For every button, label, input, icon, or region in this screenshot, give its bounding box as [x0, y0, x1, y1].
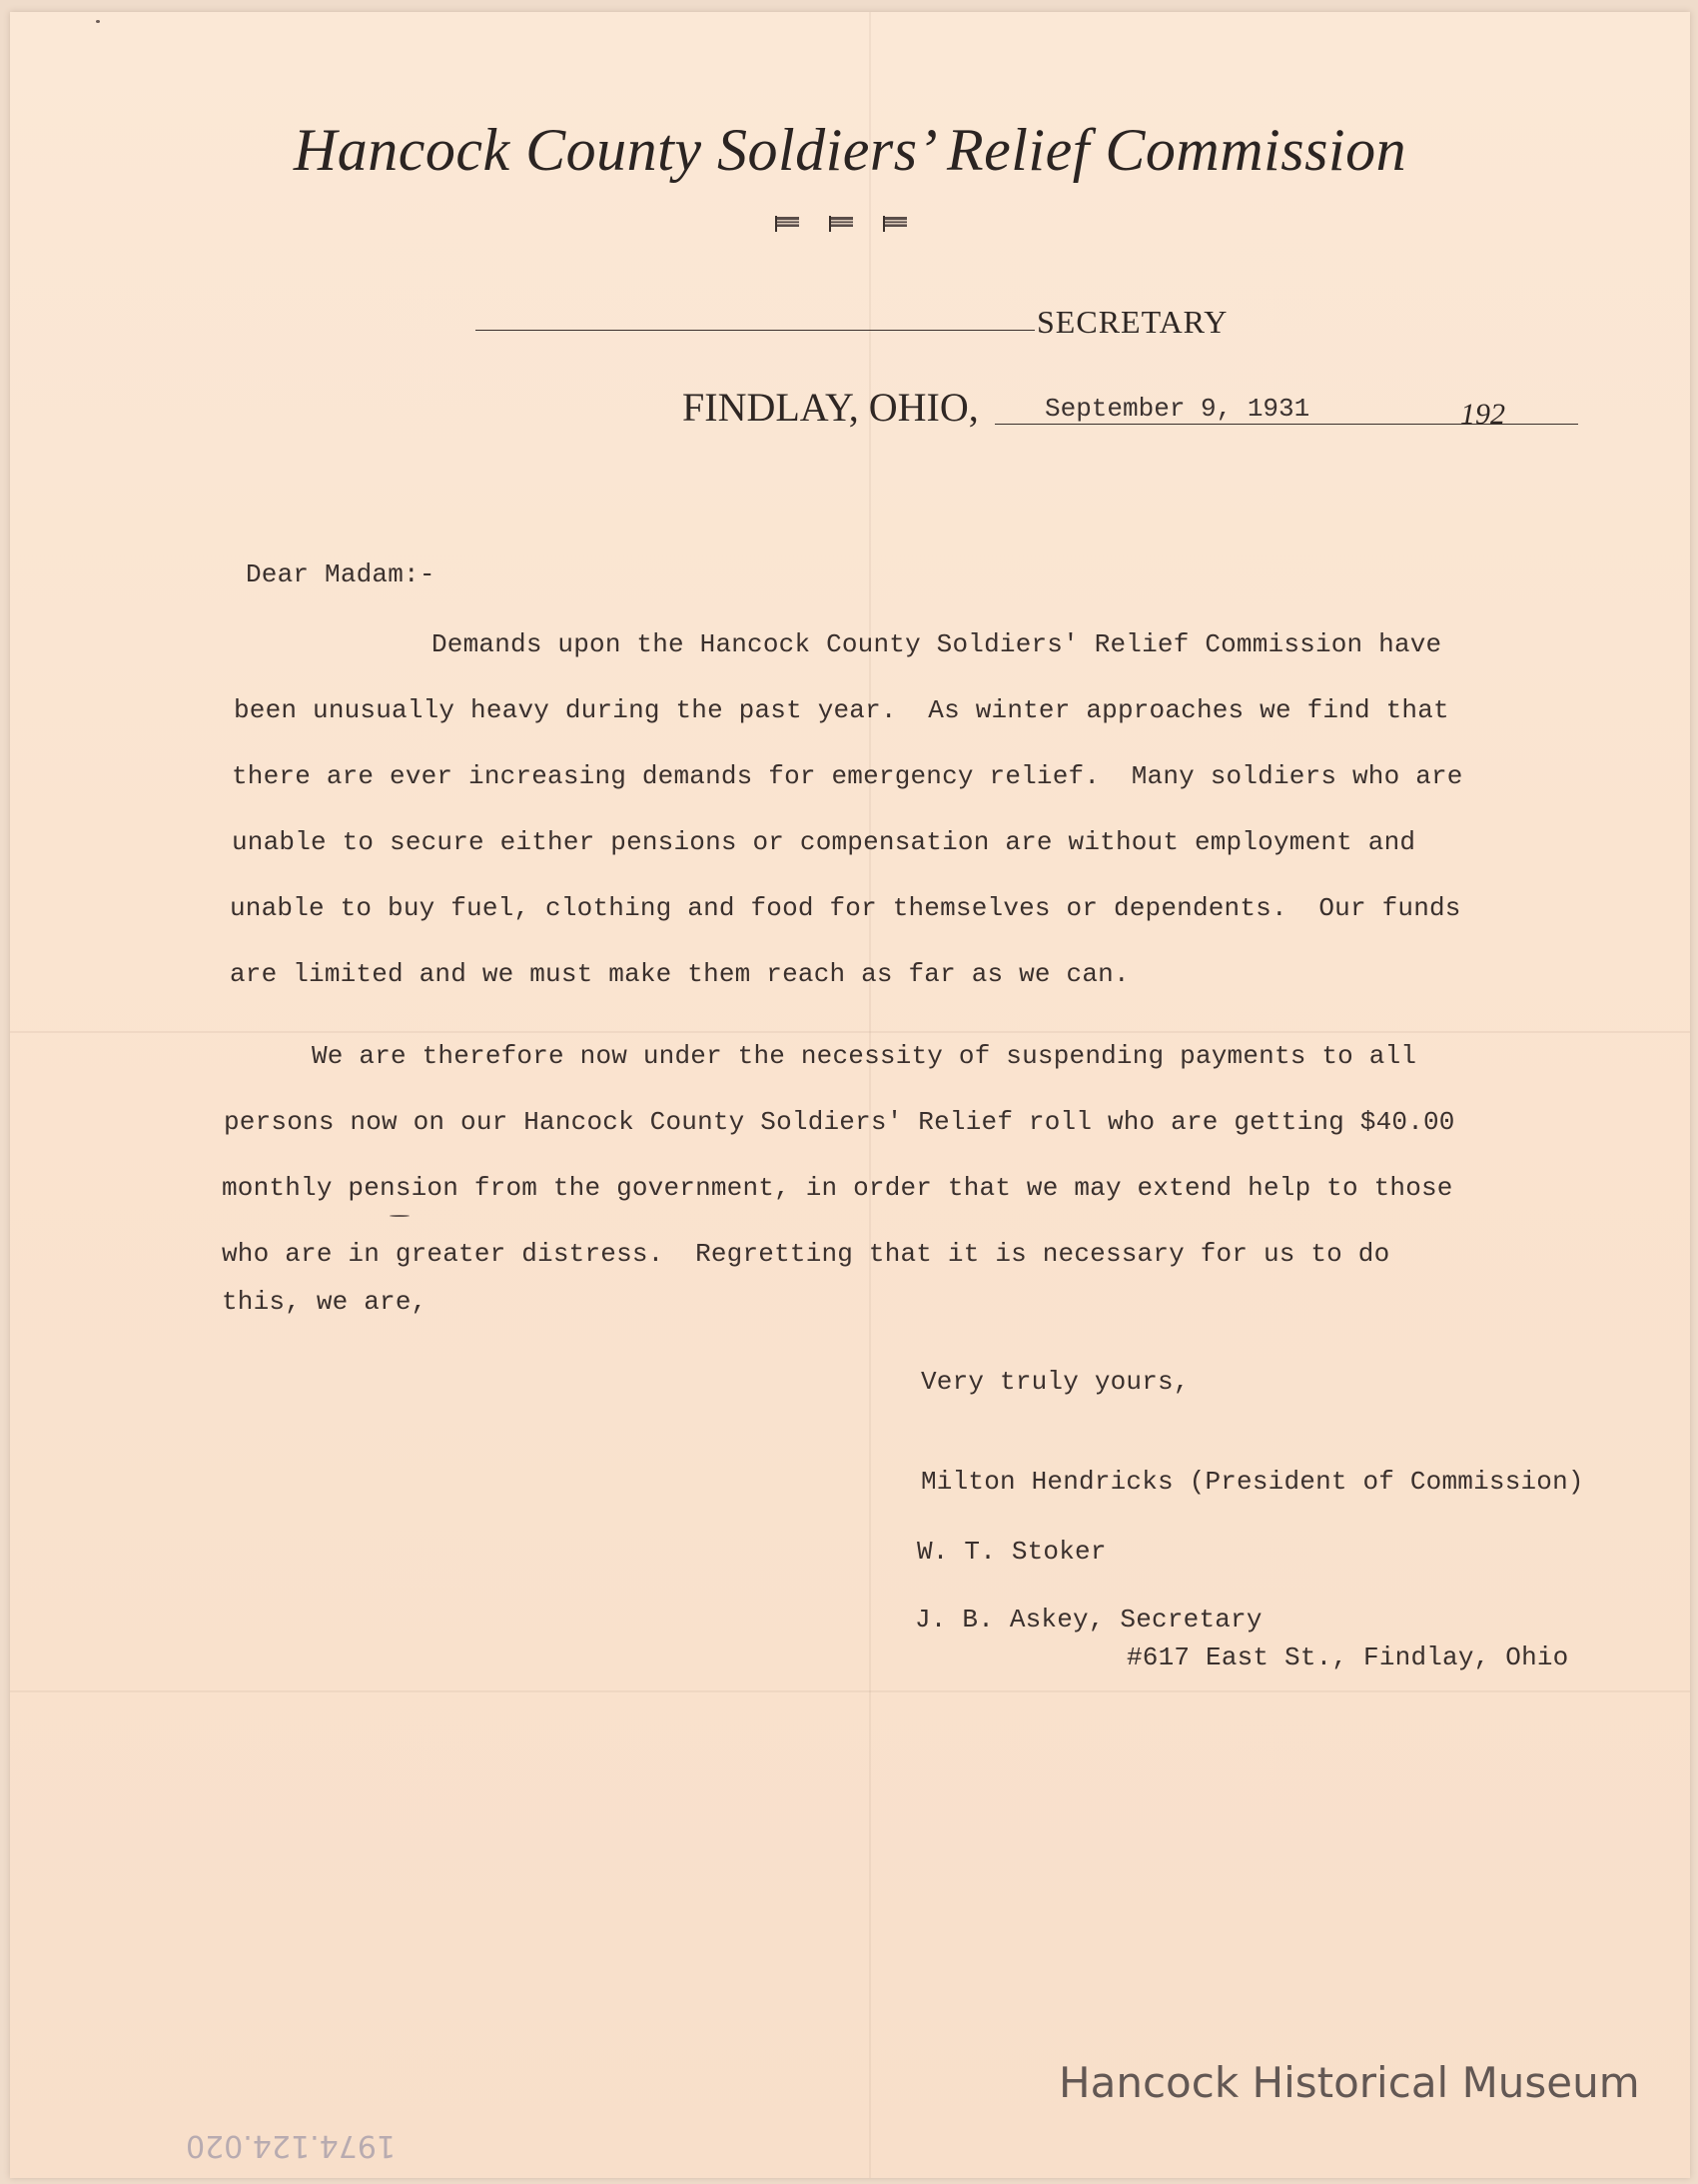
place-label: FINDLAY, OHIO,: [682, 385, 979, 430]
body-line: who are in greater distress. Regretting that it is necessary for us to do: [222, 1239, 1390, 1269]
secretary-rule: [475, 330, 1035, 331]
body-line: been unusually heavy during the past year. As winter approaches we find that: [234, 695, 1449, 725]
signatory-president: Milton Hendricks (President of Commission): [921, 1467, 1584, 1497]
body-line: persons now on our Hancock County Soldiers' Relief roll who are getting $40.00: [224, 1107, 1455, 1137]
museum-watermark: Hancock Historical Museum: [1059, 2058, 1640, 2107]
flag-icon: [775, 216, 801, 232]
body-line: this, we are,: [222, 1287, 427, 1317]
flag-ornaments: [775, 216, 909, 232]
paper-speck: [390, 1215, 410, 1217]
body-line: unable to buy fuel, clothing and food for themselves or dependents. Our funds: [230, 893, 1461, 923]
body-line: are limited and we must make them reach as far as we can.: [230, 959, 1130, 989]
body-line: unable to secure either pensions or compensation are without employment and: [232, 827, 1416, 857]
pencil-accession-number: 1974.124.020: [186, 2128, 396, 2163]
signatory-stoker: W. T. Stoker: [917, 1537, 1107, 1567]
secretary-label: SECRETARY: [1037, 304, 1229, 340]
flag-icon: [829, 216, 855, 232]
letterhead-title: Hancock County Soldiers’ Relief Commission: [293, 117, 1407, 183]
closing: Very truly yours,: [921, 1367, 1190, 1397]
fold-crease: [10, 1031, 1690, 1033]
fold-crease: [10, 1690, 1690, 1692]
letter-page: [10, 12, 1690, 2178]
body-line: there are ever increasing demands for emergency relief. Many soldiers who are: [232, 761, 1463, 791]
salutation: Dear Madam:-: [246, 559, 435, 589]
letter-date: September 9, 1931: [1045, 394, 1310, 424]
year-prefix: 192: [1460, 398, 1505, 431]
paper-speck: [96, 20, 100, 23]
body-line: We are therefore now under the necessity of suspending payments to all: [312, 1041, 1417, 1071]
body-line: Demands upon the Hancock County Soldiers' Relief Commission have: [431, 629, 1442, 659]
signatory-secretary: J. B. Askey, Secretary: [915, 1605, 1263, 1635]
flag-icon: [883, 216, 909, 232]
body-line: monthly pension from the government, in order that we may extend help to those: [222, 1173, 1453, 1203]
secretary-address: #617 East St., Findlay, Ohio: [1127, 1642, 1569, 1672]
fold-crease: [869, 12, 871, 2178]
